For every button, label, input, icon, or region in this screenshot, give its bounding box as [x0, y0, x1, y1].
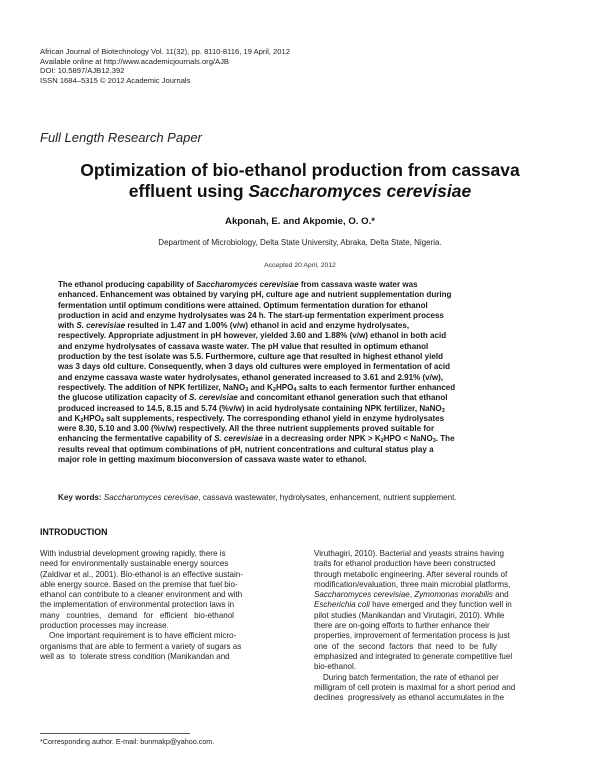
- body-line: able energy source. Based on the premise that fuel bio-: [40, 579, 238, 589]
- title-species: Saccharomyces cerevisiae: [248, 181, 472, 201]
- journal-citation: African Journal of Biotechnology Vol. 11(32), pp. 8110-8116, 19 April, 2012: [40, 47, 290, 56]
- body-line: ethanol can contribute to a cleaner environment and with: [40, 590, 243, 600]
- body-line: Escherichia coli have emerged and they function well in: [314, 600, 512, 610]
- abstract-line: the glucose utilization capacity of S. cerevisiae and concomitant ethanol generation such that ethanol: [58, 393, 448, 403]
- journal-online-url: Available online at http://www.academicjournals.org/AJB: [40, 56, 229, 66]
- body-line: milligram of cell protein is maximal for a short period and: [314, 682, 516, 692]
- body-line: (Zaldivar et al., 2001). Bio-ethanol is an effective sustain-: [40, 569, 243, 579]
- abstract-line: and enzyme hydrolysates of cassava waste water. The pH value that resulted in optimum ethanol: [58, 341, 429, 351]
- abstract-line: major role in getting maximum bioconversion of cassava waste water to ethanol.: [58, 455, 367, 465]
- body-line: through metabolic engineering. After several rounds of: [314, 569, 508, 579]
- body-line: organisms that are able to ferment a variety of sugars as: [40, 641, 242, 651]
- title-line-1: Optimization of bio-ethanol production from cassava: [80, 160, 520, 180]
- paper-title: [40, 160, 560, 202]
- authors: Akponah, E. and Akpomie, O. O.*: [225, 216, 375, 227]
- accepted-date: Accepted 20 April, 2012: [264, 262, 336, 269]
- body-line: Saccharomyces cerevisiae, Zymomonas morabilis and: [314, 590, 509, 600]
- paper-type: Full Length Research Paper: [40, 130, 202, 145]
- abstract-line: was 3 days old culture. Consequently, when 3 days old cultures were employed in fermentation of acid: [58, 362, 451, 372]
- abstract-line: with S. cerevisiae resulted in 1.47 and 1.00% (v/w) ethanol in acid and enzyme hydrolysates,: [58, 321, 410, 331]
- abstract-line: enhanced. Enhancement was obtained by varying pH, culture age and nutrient supplementation during: [58, 290, 452, 300]
- body-line: Viruthagiri, 2010). Bacterial and yeasts strains having: [314, 549, 504, 558]
- body-line: During batch fermentation, the rate of ethanol per: [323, 672, 499, 682]
- abstract-line: fermentation until optimum conditions were attained. Optimum fermentation duration for ethanol: [58, 300, 428, 310]
- body-line: many countries, demand for efficient bio-ethanol: [40, 610, 234, 620]
- body-line: need for environmentally sustainable energy sources: [40, 559, 229, 569]
- body-line: modification/evaluation, three main microbial platforms,: [314, 579, 511, 589]
- body-line: bio-ethanol.: [314, 662, 357, 672]
- abstract-line: and enzyme cassava waste water hydrolysates, ethanol generated increased to 3.61 and 2.91% (v/w),: [58, 372, 444, 382]
- footnote-divider: [40, 733, 190, 734]
- body-line: One important requirement is to have efficient micro-: [49, 631, 237, 641]
- issn: ISSN 1684–5315 © 2012 Academic Journals: [40, 76, 191, 86]
- doi: DOI: 10.5897/AJB12.392: [40, 66, 125, 76]
- keywords: Key words: Saccharomyces cerevisae, cassava wastewater, hydrolysates, enhancement, nutrient supplement.: [58, 493, 457, 502]
- body-right-column: [314, 549, 560, 703]
- body-line: emphasized and integrated to generate competitive fuel: [314, 651, 513, 661]
- abstract-line: production in acid and enzyme hydrolysates was 24 h. The start-up fermentation experiment process: [58, 310, 444, 320]
- abstract-line: results reveal that optimum combinations of pH, nutrient concentrations and cultural status play a: [58, 444, 434, 454]
- abstract-line: produced increased to 14.5, 8.15 and 5.74 (%v/w) in acid hydrolysate containing NPK fertilizer, NaNO$_3$: [58, 403, 445, 414]
- journal-header: [40, 47, 290, 86]
- keywords-label: Key words:: [58, 493, 102, 502]
- body-line: properties, improvement of fermentation process is just: [314, 631, 510, 641]
- body-line: With industrial development growing rapidly, there is: [40, 549, 226, 558]
- body-line: there are on-going efforts to further enhance their: [314, 621, 490, 631]
- abstract-line: were 8.30, 5.10 and 3.00 (%v/w) respectively. All the three nutrient supplements proved suitable for: [58, 424, 435, 434]
- abstract-line: enhancing the fermentative capability of S. cerevisiae in a decreasing order NPK > $K_2HPO$ < NaNO$_3$. The: [58, 434, 455, 445]
- body-line: declines progressively as ethanol accumulates in the: [314, 693, 505, 703]
- body-line: well as to tolerate stress condition (Manikandan and: [40, 651, 230, 661]
- footnote-corresponding-author: *Corresponding author. E-mail: bunmakp@yahoo.com.: [40, 737, 215, 746]
- abstract-line: respectively. Appropriate adjustment in pH however, yielded 3.60 and 1.88% (v/w) ethanol in both acid: [58, 331, 447, 341]
- abstract-line: The ethanol producing capability of Saccharomyces cerevisiae from cassava waste water was: [58, 280, 418, 289]
- title-line-2: effluent using Saccharomyces cerevisiae: [128, 181, 472, 201]
- body-line: pilot studies (Manikandan and Virutagiri, 2010). While: [314, 610, 505, 620]
- body-line: production processes may increase.: [40, 621, 169, 631]
- abstract-line: and $K_2HPO_4$ salt supplements, respectively. The corresponding ethanol yield in enzyme hydrolysates: [58, 413, 445, 424]
- body-line: traits for ethanol production have been constructed: [314, 559, 496, 569]
- abstract-line: respectively. The addition of NPK fertilizer, NaNO$_3$ and $K_2HPO_4$ salts to each fermentor further enhanced: [58, 382, 456, 393]
- affiliation: Department of Microbiology, Delta State University, Abraka, Delta State, Nigeria.: [158, 238, 442, 247]
- abstract-line: production by the test isolate was 5.5. Furthermore, culture age that resulted in highest ethanol yield: [58, 352, 443, 362]
- body-line: one of the second factors that need to be fully: [314, 641, 497, 651]
- body-line: the implementation of environmental protection laws in: [40, 600, 235, 610]
- body-left-column: [40, 549, 286, 662]
- section-heading-introduction: INTRODUCTION: [40, 527, 108, 537]
- abstract: [58, 280, 544, 465]
